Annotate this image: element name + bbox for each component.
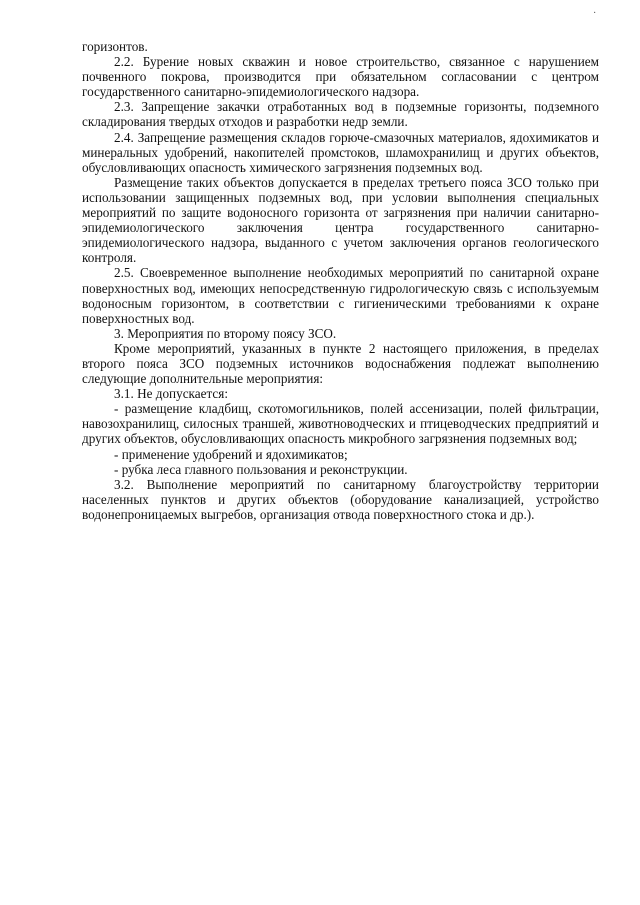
paragraph-2-5: 2.5. Своевременное выполнение необходимых мероприятий по санитарной охране поверхностных вод, имеющих непосредственную гидрологическую связь с используемым водоносным горизонтом, в соответствии с гигиеническими требованиями к охране поверхностных вод. <box>82 265 599 326</box>
document-body <box>82 39 599 522</box>
paragraph-2-4: 2.4. Запрещение размещения складов горюче-смазочных материалов, ядохимикатов и минеральных удобрений, накопителей промстоков, шламохранилищ и других объектов, обусловливающих опасность химического загрязнения подземных вод. <box>82 129 599 175</box>
paragraph-3-1: 3.1. Не допускается: <box>114 386 228 402</box>
paragraph-2-3: 2.3. Запрещение закачки отработанных вод в подземные горизонты, подземного складирования твердых отходов и разработки недр земли. <box>82 99 599 130</box>
list-item-cemeteries: - размещение кладбищ, скотомогильников, полей ассенизации, полей фильтрации, навозохранилищ, силосных траншей, животноводческих и птицеводческих предприятий и других объектов, обусловливающих опасность микробного загрязнения подземных вод; <box>82 401 599 447</box>
list-item-fertilizers: - применение удобрений и ядохимикатов; <box>114 446 348 462</box>
section-3-heading: 3. Мероприятия по второму поясу ЗСО. <box>114 325 337 341</box>
paragraph-3-2: 3.2. Выполнение мероприятий по санитарному благоустройству территории населенных пунктов и других объектов (оборудование канализацией, устройство водонепроницаемых выгребов, организация отвода поверхностного стока и др.). <box>82 476 599 522</box>
list-item-logging: - рубка леса главного пользования и реконструкции. <box>114 461 408 477</box>
paragraph-placement: Размещение таких объектов допускается в пределах третьего пояса ЗСО только при использовании защищенных подземных вод, при условии выполнения специальных мероприятий по защите водоносного горизонта от загрязнения при наличии санитарно-эпидемиологического заключения центра государственного санитарно-эпидемиологического надзора, выданного с учетом заключения органов геологического контроля. <box>82 174 599 266</box>
corner-mark: · <box>593 8 597 19</box>
paragraph-additional-measures: Кроме мероприятий, указанных в пункте 2 настоящего приложения, в пределах второго пояса ЗСО подземных источников водоснабжения подлежат выполнению следующие дополнительные мероприятия: <box>82 340 599 387</box>
paragraph-2-2: 2.2. Бурение новых скважин и новое строительство, связанное с нарушением почвенного покрова, производится при обязательном согласовании с центром государственного санитарно-эпидемиологического надзора. <box>82 54 599 100</box>
paragraph-continuation: горизонтов. <box>82 39 148 54</box>
